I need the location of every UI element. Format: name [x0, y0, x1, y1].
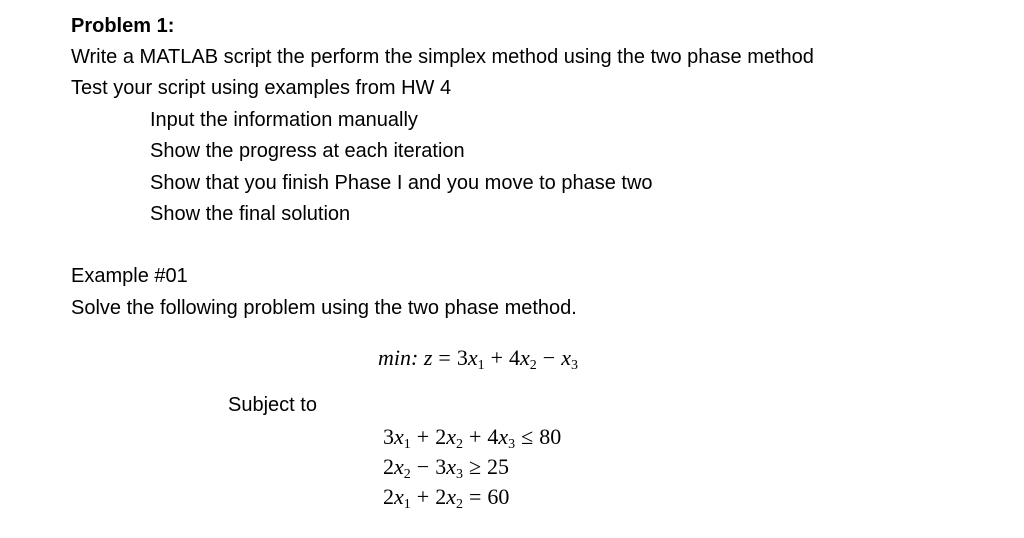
objective-function: min: $z = 3x_1 + 4x_2 - x_3$: [378, 345, 578, 373]
problem-title: Problem 1:: [71, 15, 175, 37]
requirement-item: Show the progress at each iteration: [150, 140, 465, 162]
requirement-item: Show that you finish Phase I and you move to phase two: [150, 172, 653, 194]
example-instruction: Solve the following problem using the two phase method.: [71, 297, 577, 319]
subject-to-label: Subject to: [228, 394, 317, 416]
constraint-1: $3x_1 + 2x_2 + 4x_3 \le 80$: [383, 424, 562, 452]
requirement-item: Show the final solution: [150, 203, 351, 225]
problem-line-1: Write a MATLAB script the perform the simplex method using the two phase method: [71, 46, 814, 68]
requirement-item: Input the information manually: [150, 109, 418, 131]
constraint-2: $2x_2 - 3x_3 \ge 25$: [383, 454, 510, 482]
example-heading: Example #01: [71, 265, 188, 287]
objective-prefix: min: z: [378, 345, 433, 370]
constraint-3: $2x_1 + 2x_2 = 60$: [383, 484, 510, 512]
problem-line-2: Test your script using examples from HW 4: [71, 77, 452, 99]
